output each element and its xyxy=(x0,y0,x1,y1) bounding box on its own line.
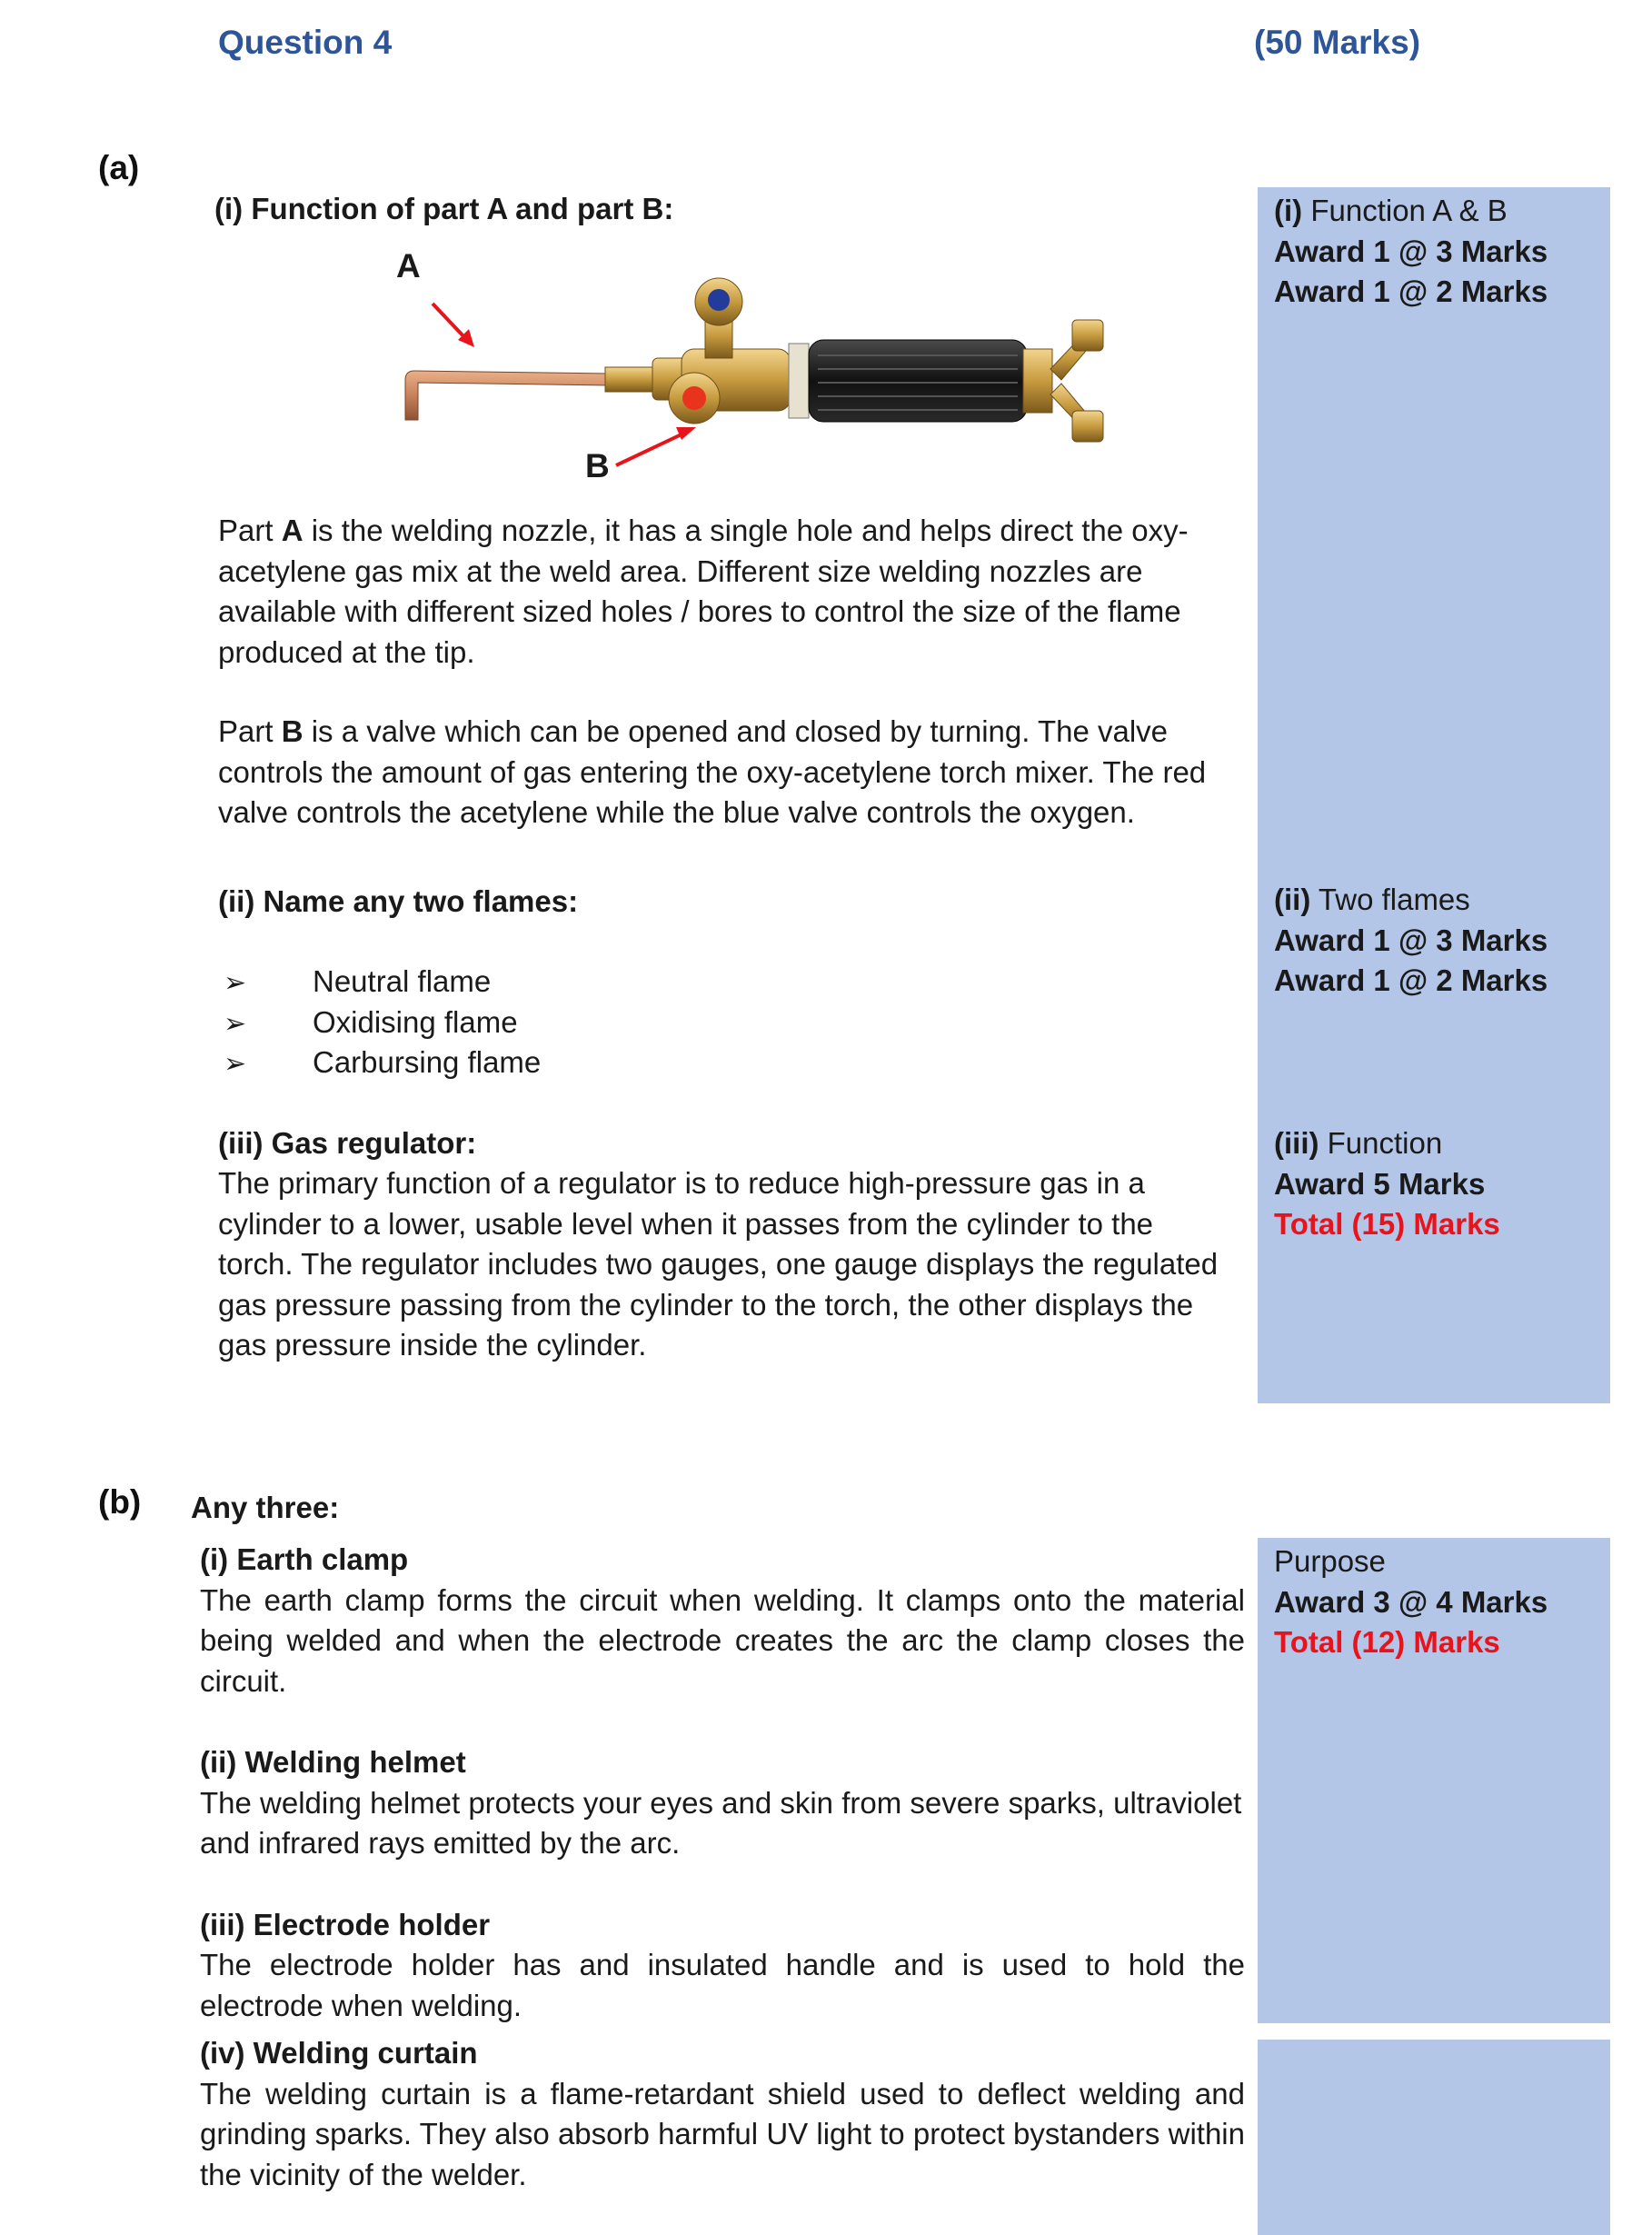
part-b-item-title: (i) Earth clamp xyxy=(200,1542,409,1576)
marks-b xyxy=(1274,1542,1610,1663)
marks-a-ii-award-2: Award 1 @ 2 Marks xyxy=(1274,963,1548,997)
marks-box-a xyxy=(1258,187,1610,1403)
flame-list xyxy=(218,962,854,1083)
para-b-bold: B xyxy=(281,714,304,748)
marks-box-b-continued xyxy=(1258,2040,1610,2235)
marks-a-ii-award-1: Award 1 @ 3 Marks xyxy=(1274,923,1548,957)
marks-a-ii-label-bold: (ii) xyxy=(1274,883,1311,916)
part-a-iii-heading: (iii) Gas regulator: xyxy=(218,1126,477,1160)
part-a-letter: (a) xyxy=(98,149,140,186)
part-b-items xyxy=(200,1540,1245,2195)
marks-b-label: Purpose xyxy=(1274,1544,1386,1578)
list-item xyxy=(218,1003,854,1043)
part-a-para-a xyxy=(218,511,1229,673)
marks-a-i-award-1: Award 1 @ 3 Marks xyxy=(1274,234,1548,268)
list-item xyxy=(218,1043,854,1083)
marks-a-i-label: Function A & B xyxy=(1302,194,1508,227)
part-b-item-title: (ii) Welding helmet xyxy=(200,1745,466,1779)
part-a-i-heading: (i) Function of part A and part B: xyxy=(214,192,674,225)
part-b-heading: Any three: xyxy=(191,1491,340,1524)
marks-b-award: Award 3 @ 4 Marks xyxy=(1274,1584,1548,1619)
marks-a-iii-award: Award 5 Marks xyxy=(1274,1166,1486,1201)
torch-figure xyxy=(382,242,1109,487)
part-b-item-text: The electrode holder has and insulated handle and is used to hold the electrode when welding. xyxy=(200,1948,1245,2022)
marks-a-ii xyxy=(1274,880,1610,1002)
marks-a-i xyxy=(1274,191,1610,313)
marks-a-total: Total (15) Marks xyxy=(1274,1207,1500,1241)
flame-item: Neutral flame xyxy=(313,964,492,998)
label-a: A xyxy=(396,247,421,284)
para-a-bold: A xyxy=(281,514,304,547)
marks-a-i-award-2: Award 1 @ 2 Marks xyxy=(1274,274,1548,308)
part-b-item-text: The welding helmet protects your eyes and skin from severe sparks, ultraviolet and infrared rays emitted by the arc. xyxy=(200,1785,1242,1860)
part-a-iii-text: The primary function of a regulator is to reduce high-pressure gas in a cylinder to a lower, usable level when it passes from the cylinder to the torch. The regulator includes two gauges, one gauge displays the regulated gas pressure passing from the cylinder to the torch, the other displays the gas pressure inside the cylinder. xyxy=(218,1166,1219,1362)
welding-torch-image xyxy=(382,242,1109,487)
marks-box-b xyxy=(1258,1538,1610,2023)
label-b: B xyxy=(585,447,610,484)
part-b-letter: (b) xyxy=(98,1483,142,1521)
part-a-para-b xyxy=(218,712,1229,833)
part-b-item-title: (iv) Welding curtain xyxy=(200,2036,478,2070)
list-item xyxy=(218,962,854,1003)
arrow-bullet-icon: ➢ xyxy=(224,1049,247,1079)
part-b-item-text: The welding curtain is a flame-retardant shield used to deflect welding and grinding sparks. They also absorb harmful UV light to protect bystanders within the vicinity of the welder. xyxy=(200,2076,1245,2191)
question-marks: (50 Marks) xyxy=(1254,24,1421,61)
marks-a-iii xyxy=(1274,1123,1610,1245)
para-a-pre: Part xyxy=(218,514,282,547)
arrow-bullet-icon: ➢ xyxy=(224,968,247,998)
marks-b-total: Total (12) Marks xyxy=(1274,1625,1500,1659)
marks-a-iii-label: Function xyxy=(1319,1126,1443,1160)
marks-a-iii-label-bold: (iii) xyxy=(1274,1126,1319,1160)
arrow-bullet-icon: ➢ xyxy=(224,1008,247,1039)
flame-item: Carbursing flame xyxy=(313,1045,542,1079)
para-a-text: is the welding nozzle, it has a single hole and helps direct the oxy-acetylene gas mix at the weld area. Different size welding nozzles are available with different sized holes / bores to control the size of the flame produced at the tip. xyxy=(218,514,1189,669)
para-b-pre: Part xyxy=(218,714,282,748)
part-b-item-title: (iii) Electrode holder xyxy=(200,1907,491,1941)
marks-a-i-label-bold: (i) xyxy=(1274,194,1303,227)
part-a-ii-heading: (ii) Name any two flames: xyxy=(218,884,579,918)
question-title: Question 4 xyxy=(218,24,393,61)
marks-a-ii-label: Two flames xyxy=(1310,883,1470,916)
para-b-text: is a valve which can be opened and closed by turning. The valve controls the amount of gas entering the oxy-acetylene torch mixer. The red valve controls the acetylene while the blue valve controls the oxygen. xyxy=(218,714,1207,829)
flame-item: Oxidising flame xyxy=(313,1004,518,1039)
part-b-item-text: The earth clamp forms the circuit when welding. It clamps onto the material being welded and when the electrode creates the arc the clamp closes the circuit. xyxy=(200,1582,1245,1698)
